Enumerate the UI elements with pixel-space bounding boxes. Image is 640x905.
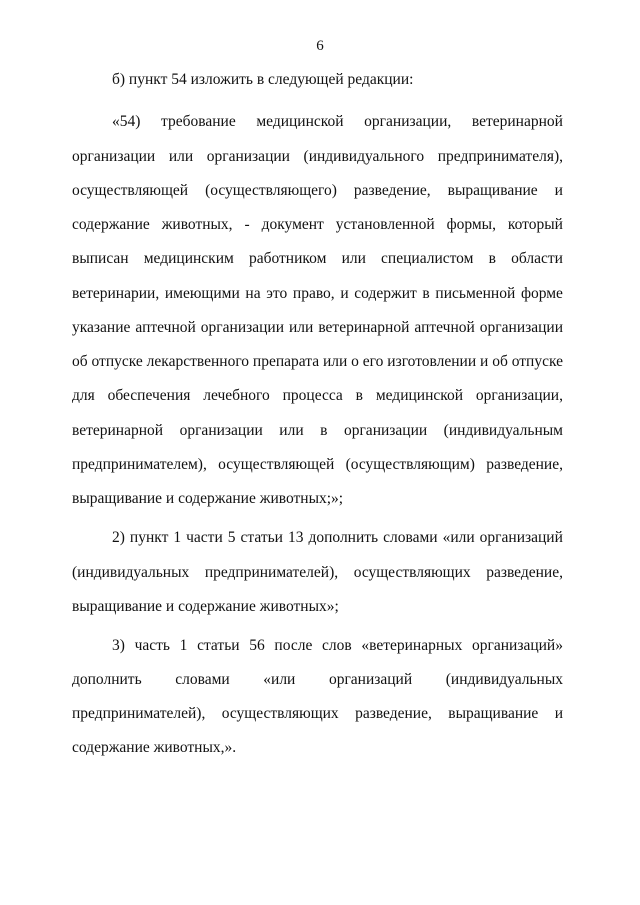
text-line <box>72 181 563 201</box>
word: 13 <box>287 529 304 546</box>
word: документ <box>261 216 324 233</box>
word: словами <box>175 671 230 688</box>
text-line: б) пункт 54 изложить в следующей редакции: <box>112 71 414 88</box>
word: изготовлении <box>387 353 477 370</box>
text-line <box>72 563 563 583</box>
word: работником <box>248 250 327 267</box>
text-line <box>72 704 563 724</box>
word: организации <box>206 148 290 165</box>
word: лечебного <box>203 387 270 404</box>
word: разведение, <box>353 182 431 199</box>
word: в <box>422 285 430 302</box>
word: дополнить <box>308 529 379 546</box>
word: области <box>511 250 563 267</box>
word: или <box>279 422 304 439</box>
word: 1 <box>173 529 182 546</box>
word: (индивидуальным <box>443 422 563 439</box>
word: организаций <box>479 529 563 546</box>
word: разведение, <box>486 456 563 473</box>
word: разведение, <box>486 564 563 581</box>
word: аптечной <box>135 319 196 336</box>
word: процесса <box>282 387 343 404</box>
word: или <box>322 353 348 370</box>
word: обеспечения <box>107 387 191 404</box>
word: животных, <box>161 216 233 233</box>
word: его <box>362 353 384 370</box>
word: 56 <box>249 637 265 654</box>
word: и <box>340 285 349 302</box>
text-line <box>112 528 563 548</box>
word: части <box>186 529 223 546</box>
word: разведение, <box>355 705 432 722</box>
word: письменной <box>435 285 516 302</box>
word: осуществляющих <box>353 564 471 581</box>
text-line: содержание животных,». <box>72 739 237 756</box>
word: словами <box>383 529 438 546</box>
word: о <box>351 353 359 370</box>
word: предпринимателей), <box>204 564 339 581</box>
word: 1 <box>179 637 188 654</box>
word: 5 <box>227 529 236 546</box>
word: организации <box>179 422 263 439</box>
text-line <box>72 421 563 441</box>
word: организации <box>200 319 284 336</box>
word: предпринимателя), <box>437 148 563 165</box>
word: формы, <box>446 216 496 233</box>
word: «или <box>263 671 296 688</box>
text-line <box>72 249 563 269</box>
word: организации, <box>364 113 452 130</box>
word: на <box>245 285 261 302</box>
word: об <box>72 353 88 370</box>
word: ветеринарной <box>318 319 410 336</box>
word: лекарственного <box>146 353 250 370</box>
word: - <box>244 216 250 233</box>
word: предпринимателем), <box>72 456 207 473</box>
word: указание <box>72 319 131 336</box>
word: содержит <box>354 285 417 302</box>
word: ветеринарной <box>72 422 164 439</box>
word: организаций» <box>472 637 563 654</box>
text-line <box>72 215 563 235</box>
word: дополнить <box>72 671 142 688</box>
word: после <box>274 637 313 654</box>
word: препарата <box>252 353 320 370</box>
word: отпуске <box>511 353 563 370</box>
word: в <box>320 422 328 439</box>
word: (индивидуальных <box>445 671 563 688</box>
word: медицинским <box>143 250 234 267</box>
text-line <box>72 284 563 304</box>
word: ветеринарии, <box>72 285 160 302</box>
word: организаций <box>328 671 413 688</box>
word: для <box>72 387 95 404</box>
word: медицинской <box>375 387 464 404</box>
word: медицинской <box>256 113 344 130</box>
word: слов <box>322 637 352 654</box>
word: осуществляющей <box>218 456 335 473</box>
word: это <box>266 285 288 302</box>
text-line: выращивание и содержание животных;»; <box>72 490 344 507</box>
word: осуществляющих <box>221 705 339 722</box>
word: отпуске <box>91 353 143 370</box>
word: (осуществляющего) <box>205 182 337 199</box>
word: и <box>480 353 489 370</box>
word: или <box>168 148 194 165</box>
word: и <box>554 705 563 722</box>
text-line <box>72 386 563 406</box>
word: в <box>355 387 363 404</box>
word: ветеринарной <box>471 113 563 130</box>
word: 2) <box>112 529 125 546</box>
word: часть <box>134 637 170 654</box>
text-line <box>72 455 563 475</box>
word: установленной <box>335 216 435 233</box>
word: в <box>488 250 496 267</box>
text-line: выращивание и содержание животных»; <box>72 598 339 615</box>
word: содержание <box>72 216 150 233</box>
word: который <box>507 216 563 233</box>
text-line <box>72 318 563 338</box>
word: (индивидуального <box>303 148 425 165</box>
word: об <box>492 353 508 370</box>
word: «или <box>442 529 475 546</box>
text-line <box>112 636 563 656</box>
word: статьи <box>240 529 283 546</box>
word: организации <box>343 422 428 439</box>
word: имеющими <box>164 285 240 302</box>
word: выращивание <box>447 182 538 199</box>
word: форме <box>520 285 563 302</box>
word: статьи <box>197 637 240 654</box>
text-line <box>72 352 563 372</box>
word: пункт <box>129 529 169 546</box>
page-number: 6 <box>316 38 324 54</box>
word: или <box>289 319 314 336</box>
word: предпринимателей), <box>72 705 206 722</box>
text-line <box>72 670 563 690</box>
word: осуществляющей <box>72 182 189 199</box>
text-line <box>112 112 563 132</box>
word: выращивание <box>448 705 539 722</box>
word: выписан <box>72 250 129 267</box>
word: право, <box>292 285 335 302</box>
word: организации, <box>475 387 563 404</box>
word: специалистом <box>381 250 474 267</box>
word: требование <box>161 113 236 130</box>
word: «54) <box>112 113 141 130</box>
word: «ветеринарных <box>361 637 463 654</box>
word: (индивидуальных <box>72 564 190 581</box>
word: или <box>341 250 366 267</box>
word: организации <box>72 148 156 165</box>
word: (осуществляющим) <box>345 456 475 473</box>
text-line <box>72 147 563 167</box>
word: 3) <box>112 637 125 654</box>
word: и <box>554 182 563 199</box>
word: аптечной <box>414 319 475 336</box>
word: организации <box>479 319 563 336</box>
